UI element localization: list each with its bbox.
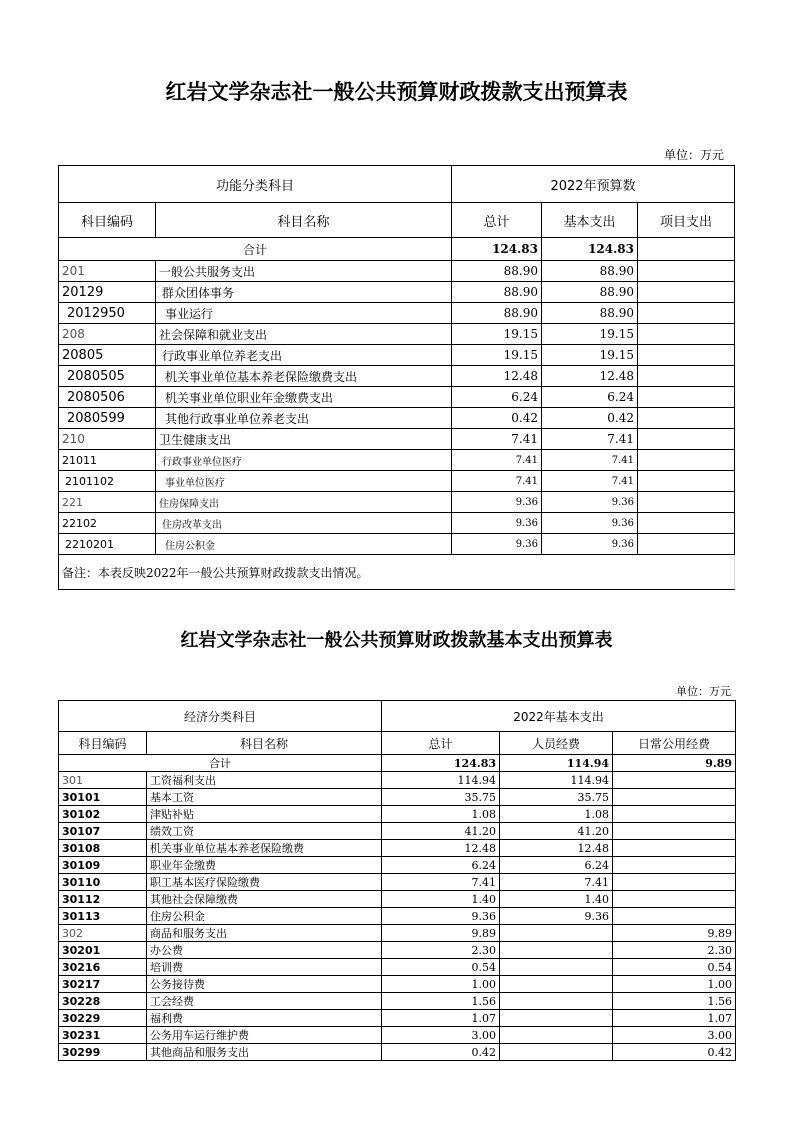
project-value [638, 534, 735, 555]
total-value: 3.00 [382, 1027, 500, 1044]
subject-code: 30108 [59, 840, 147, 857]
table-row [59, 772, 736, 789]
personnel-value [500, 959, 613, 976]
total-amount: 124.83 [382, 755, 500, 772]
personnel-value: 41.20 [500, 823, 613, 840]
public-value: 3.00 [613, 1027, 736, 1044]
subject-code: 22102 [59, 513, 156, 534]
table-row [59, 1010, 736, 1027]
total-value: 1.07 [382, 1010, 500, 1027]
total-value: 1.56 [382, 993, 500, 1010]
header-personnel-cost: 人员经费 [500, 732, 613, 755]
header-subject-name: 科目名称 [156, 203, 452, 238]
table-row [59, 282, 735, 303]
basic-expenditure-table [58, 700, 736, 1061]
project-value [638, 471, 735, 492]
table-row [59, 429, 735, 450]
subject-name: 机关事业单位基本养老保险缴费 [147, 840, 382, 857]
subject-name: 职工基本医疗保险缴费 [147, 874, 382, 891]
table-row [59, 366, 735, 387]
subject-code: 30112 [59, 891, 147, 908]
public-value [613, 908, 736, 925]
subject-name: 行政事业单位养老支出 [156, 345, 452, 366]
table1-title: 红岩文学杂志社一般公共预算财政拨款支出预算表 [165, 79, 628, 104]
personnel-value [500, 1010, 613, 1027]
subject-code: 2080505 [59, 366, 156, 387]
subject-name: 福利费 [147, 1010, 382, 1027]
table-row [59, 408, 735, 429]
total-value: 12.48 [452, 366, 542, 387]
subject-code: 30231 [59, 1027, 147, 1044]
total-value: 19.15 [452, 345, 542, 366]
subject-code: 2101102 [59, 471, 156, 492]
subject-code: 210 [59, 429, 156, 450]
header-economic-classification: 经济分类科目 [59, 701, 382, 732]
project-value [638, 282, 735, 303]
basic-value: 88.90 [542, 282, 638, 303]
subject-code: 20129 [59, 282, 156, 303]
subject-code: 30229 [59, 1010, 147, 1027]
total-value: 9.36 [382, 908, 500, 925]
subject-code: 30228 [59, 993, 147, 1010]
subject-name: 津贴补贴 [147, 806, 382, 823]
table-row [59, 345, 735, 366]
personnel-value [500, 993, 613, 1010]
public-value [613, 857, 736, 874]
public-value [613, 806, 736, 823]
personnel-value: 7.41 [500, 874, 613, 891]
subject-name: 一般公共服务支出 [156, 261, 452, 282]
subject-code: 30217 [59, 976, 147, 993]
total-value: 88.90 [452, 261, 542, 282]
subject-code: 30201 [59, 942, 147, 959]
table-row [59, 806, 736, 823]
public-value: 2.30 [613, 942, 736, 959]
basic-value: 9.36 [542, 513, 638, 534]
table2-total-row [59, 755, 736, 772]
table1-total-row [59, 238, 735, 261]
public-value [613, 840, 736, 857]
total-value: 19.15 [452, 324, 542, 345]
subject-code: 30101 [59, 789, 147, 806]
header-basic-year: 2022年基本支出 [382, 701, 736, 732]
subject-code: 30299 [59, 1044, 147, 1061]
table-row [59, 840, 736, 857]
public-value: 9.89 [613, 925, 736, 942]
subject-name: 卫生健康支出 [156, 429, 452, 450]
public-value: 0.42 [613, 1044, 736, 1061]
project-value [638, 366, 735, 387]
total-value: 0.42 [452, 408, 542, 429]
total-label: 合计 [59, 755, 382, 772]
personnel-value [500, 925, 613, 942]
table2-unit-label: 单位：万元 [676, 685, 731, 698]
header-subject-code: 科目编码 [59, 203, 156, 238]
subject-name: 工会经费 [147, 993, 382, 1010]
table1-header-row-1 [59, 166, 735, 203]
table-row [59, 959, 736, 976]
header-basic-expenditure: 基本支出 [542, 203, 638, 238]
total-value: 6.24 [452, 387, 542, 408]
basic-value: 0.42 [542, 408, 638, 429]
subject-name: 住房保障支出 [156, 492, 452, 513]
project-value [638, 345, 735, 366]
subject-code: 201 [59, 261, 156, 282]
subject-code: 30113 [59, 908, 147, 925]
table-row [59, 908, 736, 925]
header-project-expenditure: 项目支出 [638, 203, 735, 238]
basic-value: 19.15 [542, 324, 638, 345]
total-value: 7.41 [382, 874, 500, 891]
subject-code: 208 [59, 324, 156, 345]
total-value: 114.94 [382, 772, 500, 789]
table-row [59, 891, 736, 908]
personnel-value: 12.48 [500, 840, 613, 857]
subject-name: 住房改革支出 [156, 513, 452, 534]
basic-value: 9.36 [542, 534, 638, 555]
total-amount: 124.83 [452, 238, 542, 261]
total-value: 9.36 [452, 534, 542, 555]
total-value: 6.24 [382, 857, 500, 874]
personnel-value: 35.75 [500, 789, 613, 806]
subject-name: 公务用车运行维护费 [147, 1027, 382, 1044]
subject-name: 公务接待费 [147, 976, 382, 993]
subject-code: 2080506 [59, 387, 156, 408]
public-value [613, 891, 736, 908]
table2-title: 红岩文学杂志社一般公共预算财政拨款基本支出预算表 [180, 630, 613, 651]
table-row [59, 1027, 736, 1044]
public-value [613, 823, 736, 840]
subject-code: 301 [59, 772, 147, 789]
subject-code: 30110 [59, 874, 147, 891]
subject-code: 2210201 [59, 534, 156, 555]
table-row [59, 513, 735, 534]
personnel-value [500, 976, 613, 993]
personnel-value: 6.24 [500, 857, 613, 874]
total-value: 0.54 [382, 959, 500, 976]
subject-code: 302 [59, 925, 147, 942]
subject-code: 20805 [59, 345, 156, 366]
public-value [613, 874, 736, 891]
project-value [638, 261, 735, 282]
header-functional-classification: 功能分类科目 [59, 166, 452, 203]
basic-value: 7.41 [542, 450, 638, 471]
subject-name: 其他社会保障缴费 [147, 891, 382, 908]
table-row [59, 1044, 736, 1061]
subject-name: 行政事业单位医疗 [156, 450, 452, 471]
subject-name: 群众团体事务 [156, 282, 452, 303]
table2-header-row-2 [59, 732, 736, 755]
subject-name: 培训费 [147, 959, 382, 976]
table-row [59, 925, 736, 942]
total-value: 88.90 [452, 303, 542, 324]
subject-code: 30107 [59, 823, 147, 840]
table-row [59, 471, 735, 492]
general-budget-expenditure-table [58, 165, 735, 590]
basic-value: 6.24 [542, 387, 638, 408]
subject-name: 机关事业单位基本养老保险缴费支出 [156, 366, 452, 387]
public-value [613, 789, 736, 806]
total-value: 0.42 [382, 1044, 500, 1061]
subject-name: 工资福利支出 [147, 772, 382, 789]
subject-code: 30109 [59, 857, 147, 874]
total-value: 88.90 [452, 282, 542, 303]
table-row [59, 823, 736, 840]
header-total: 总计 [382, 732, 500, 755]
total-value: 1.00 [382, 976, 500, 993]
total-public: 9.89 [613, 755, 736, 772]
personnel-value: 1.08 [500, 806, 613, 823]
table-row [59, 303, 735, 324]
table-row [59, 976, 736, 993]
table-row [59, 387, 735, 408]
table-row [59, 874, 736, 891]
table-row [59, 942, 736, 959]
total-value: 9.89 [382, 925, 500, 942]
table1-unit-label: 单位：万元 [663, 148, 724, 162]
total-basic: 124.83 [542, 238, 638, 261]
total-value: 41.20 [382, 823, 500, 840]
personnel-value [500, 1044, 613, 1061]
table-row [59, 789, 736, 806]
header-public-cost: 日常公用经费 [613, 732, 736, 755]
header-subject-code: 科目编码 [59, 732, 147, 755]
header-total: 总计 [452, 203, 542, 238]
subject-name: 职业年金缴费 [147, 857, 382, 874]
subject-code: 30216 [59, 959, 147, 976]
subject-code: 2012950 [59, 303, 156, 324]
total-label: 合计 [59, 238, 452, 261]
header-budget-year: 2022年预算数 [452, 166, 735, 203]
project-value [638, 408, 735, 429]
subject-code: 221 [59, 492, 156, 513]
total-value: 2.30 [382, 942, 500, 959]
subject-code: 2080599 [59, 408, 156, 429]
project-value [638, 387, 735, 408]
basic-value: 9.36 [542, 492, 638, 513]
public-value [613, 772, 736, 789]
basic-value: 7.41 [542, 429, 638, 450]
table-row [59, 324, 735, 345]
total-value: 1.08 [382, 806, 500, 823]
total-personnel: 114.94 [500, 755, 613, 772]
subject-name: 住房公积金 [156, 534, 452, 555]
project-value [638, 429, 735, 450]
table-row [59, 492, 735, 513]
subject-name: 基本工资 [147, 789, 382, 806]
total-value: 9.36 [452, 513, 542, 534]
personnel-value: 9.36 [500, 908, 613, 925]
total-value: 35.75 [382, 789, 500, 806]
public-value: 1.56 [613, 993, 736, 1010]
project-value [638, 492, 735, 513]
total-value: 7.41 [452, 429, 542, 450]
basic-value: 88.90 [542, 303, 638, 324]
personnel-value: 114.94 [500, 772, 613, 789]
basic-value: 88.90 [542, 261, 638, 282]
total-value: 12.48 [382, 840, 500, 857]
public-value: 0.54 [613, 959, 736, 976]
table-row [59, 261, 735, 282]
subject-name: 住房公积金 [147, 908, 382, 925]
basic-value: 12.48 [542, 366, 638, 387]
basic-value: 19.15 [542, 345, 638, 366]
subject-name: 事业运行 [156, 303, 452, 324]
subject-name: 机关事业单位职业年金缴费支出 [156, 387, 452, 408]
table-row [59, 857, 736, 874]
total-value: 9.36 [452, 492, 542, 513]
total-value: 7.41 [452, 450, 542, 471]
personnel-value: 1.40 [500, 891, 613, 908]
table-row [59, 993, 736, 1010]
subject-name: 事业单位医疗 [156, 471, 452, 492]
total-value: 1.40 [382, 891, 500, 908]
public-value: 1.07 [613, 1010, 736, 1027]
basic-value: 7.41 [542, 471, 638, 492]
subject-name: 商品和服务支出 [147, 925, 382, 942]
table1-note: 备注：本表反映2022年一般公共预算财政拨款支出情况。 [59, 555, 735, 590]
project-value [638, 513, 735, 534]
public-value: 1.00 [613, 976, 736, 993]
table-row [59, 534, 735, 555]
subject-code: 21011 [59, 450, 156, 471]
table2-header-row-1 [59, 701, 736, 732]
project-value [638, 450, 735, 471]
personnel-value [500, 1027, 613, 1044]
personnel-value [500, 942, 613, 959]
project-value [638, 324, 735, 345]
total-project [638, 238, 735, 261]
total-value: 7.41 [452, 471, 542, 492]
table1-note-row [59, 555, 735, 590]
table-row [59, 450, 735, 471]
project-value [638, 303, 735, 324]
subject-name: 绩效工资 [147, 823, 382, 840]
header-subject-name: 科目名称 [147, 732, 382, 755]
subject-name: 社会保障和就业支出 [156, 324, 452, 345]
subject-name: 其他行政事业单位养老支出 [156, 408, 452, 429]
subject-name: 办公费 [147, 942, 382, 959]
table1-header-row-2 [59, 203, 735, 238]
subject-name: 其他商品和服务支出 [147, 1044, 382, 1061]
subject-code: 30102 [59, 806, 147, 823]
